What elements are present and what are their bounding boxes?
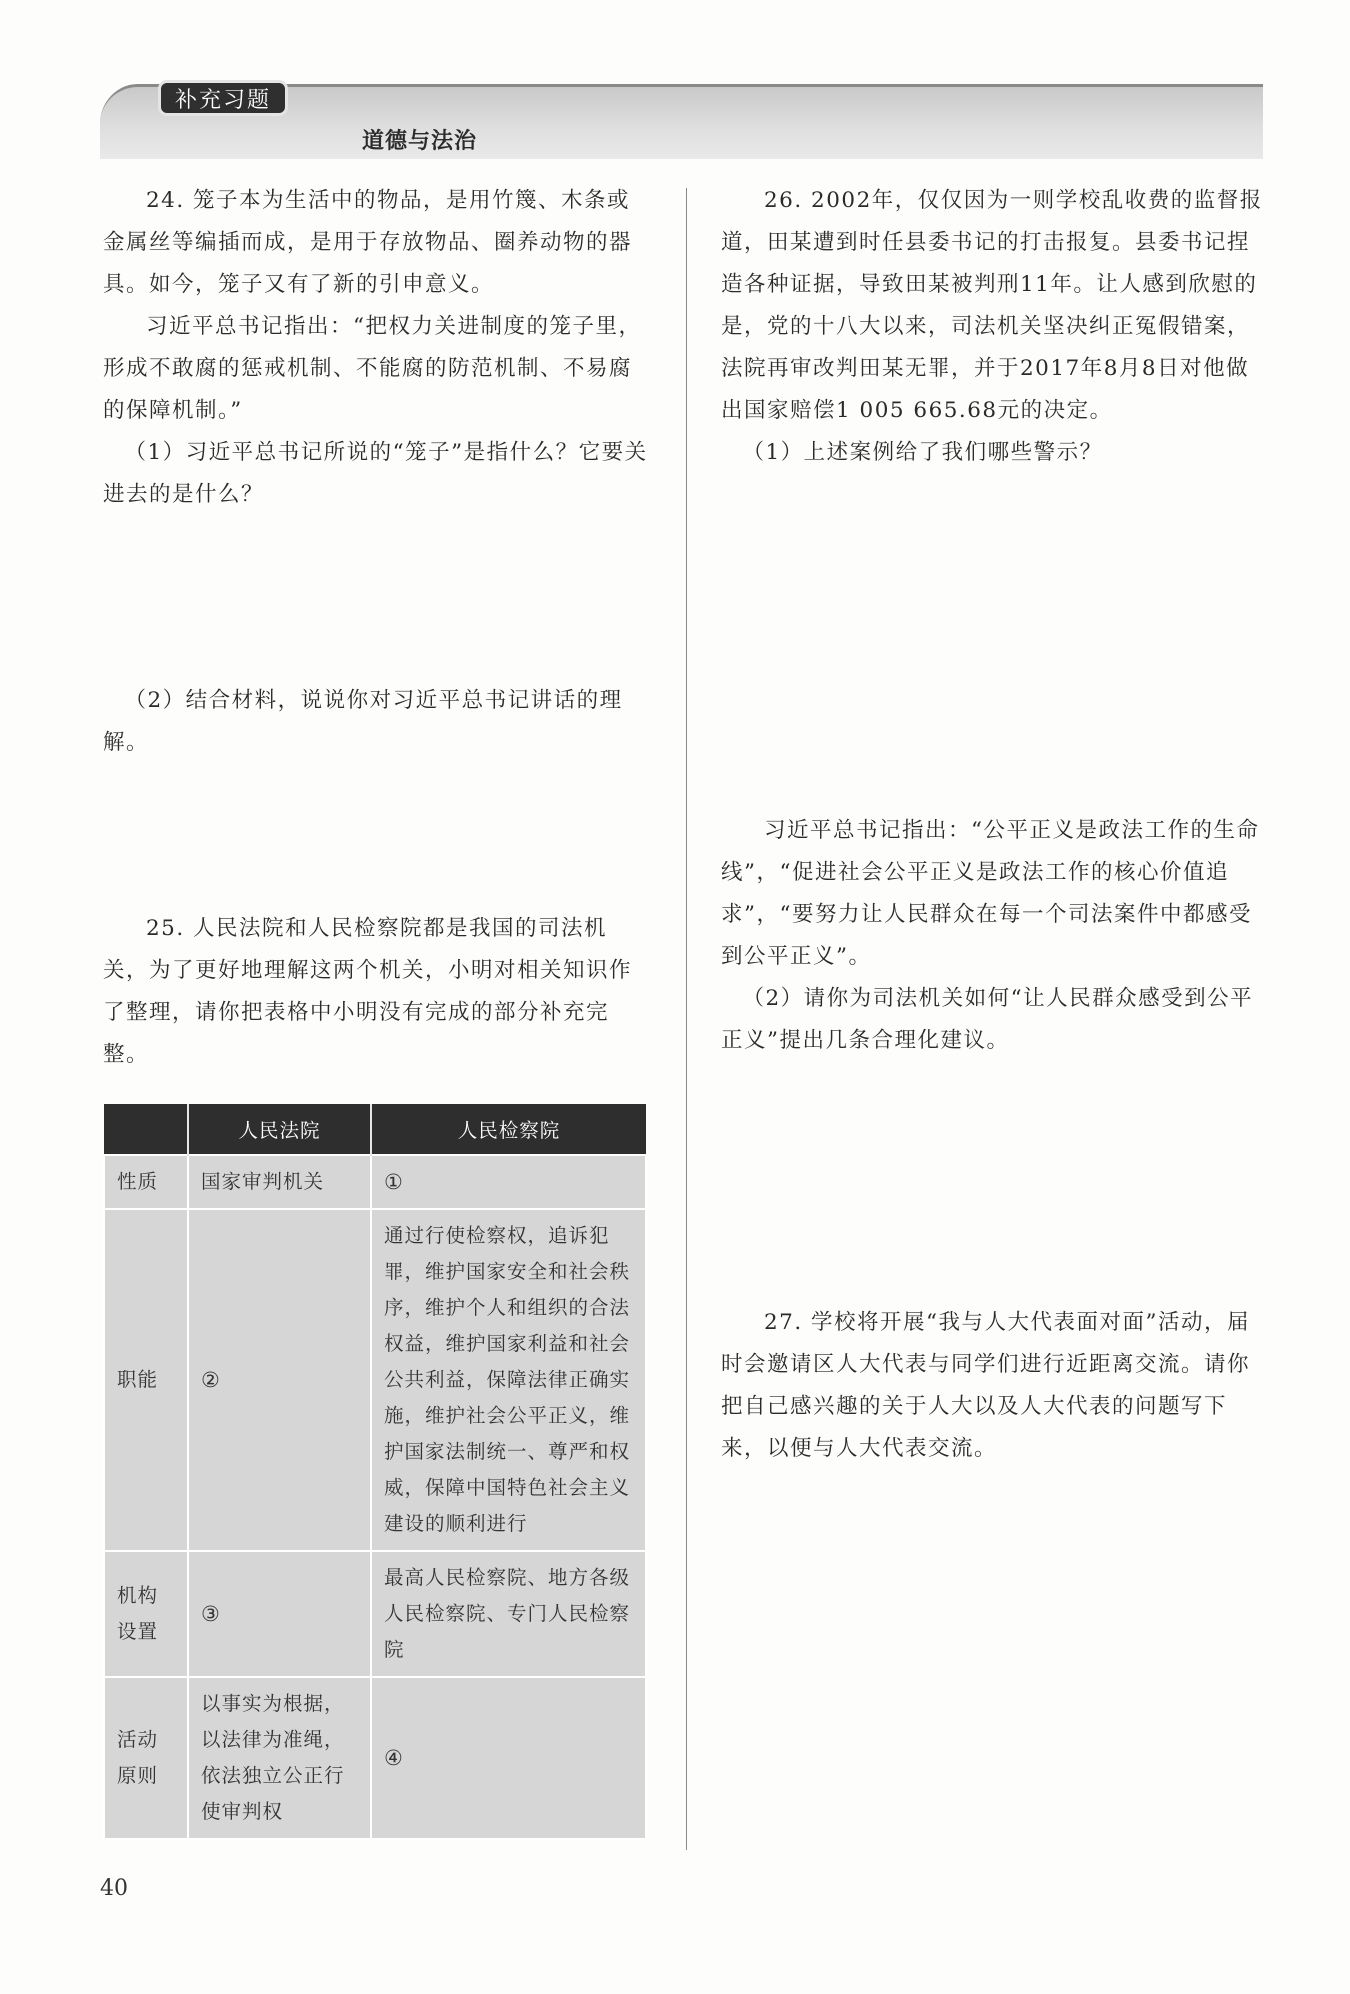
row-label: 性质 [104,1155,188,1209]
table-header-row [104,1104,646,1155]
q26-quote: 习近平总书记指出：“公平正义是政法工作的生命线”，“促进社会公平正义是政法工作的核心价值追求”，“要努力让人民群众在每一个司法案件中都感受到公平正义”。 [721,818,1260,969]
q24-material: 24. 笼子本为生活中的物品，是用竹篾、木条或金属丝等编插而成，是用于存放物品、圈养动物的器具。如今，笼子又有了新的引申意义。 [103,188,633,297]
procuratorate-cell: 通过行使检察权，追诉犯罪，维护国家安全和社会秩序，维护个人和组织的合法权益，维护国家利益和社会公共利益，保障法律正确实施，维护社会公平正义，维护国家法制统一、尊严和权威，保障中国特色社会主义建设的顺利进行 [371,1209,646,1551]
court-procuratorate-table [103,1104,647,1840]
q26-subquestion-1: （1）上述案例给了我们哪些警示？ [742,440,1103,465]
procuratorate-cell: ④ [371,1677,646,1839]
right-column [721,180,1266,1470]
q24-subquestion-2: （2）结合材料，说说你对习近平总书记讲话的理解。 [103,688,623,755]
q27-prompt: 27. 学校将开展“我与人大代表面对面”活动，届时会邀请区人大代表与同学们进行近距离交流。请你把自己感兴趣的关于人大以及人大代表的问题写下来，以便与人大代表交流。 [721,1310,1251,1461]
procuratorate-cell: 最高人民检察院、地方各级人民检察院、专门人民检察院 [371,1551,646,1677]
q25-intro: 25. 人民法院和人民检察院都是我国的司法机关，为了更好地理解这两个机关，小明对相关知识作了整理，请你把表格中小明没有完成的部分补充完整。 [103,916,633,1067]
table-row [104,1209,646,1551]
table-header-cell [104,1104,188,1155]
answer-space [721,1062,1266,1302]
q26-material: 26. 2002年，仅仅因为一则学校乱收费的监督报道，田某遭到时任县委书记的打击报复。县委书记捏造各种证据，导致田某被判刑11年。让人感到欣慰的是，党的十八大以来，司法机关坚决纠正冤假错案，法院再审改判田某无罪，并于2017年8月8日对他做出国家赔偿1 005 665.68元的决定。 [721,188,1263,423]
left-column [103,180,648,1076]
table-header-cell: 人民检察院 [371,1104,646,1155]
court-cell: ② [188,1209,371,1551]
answer-space [103,516,648,680]
table-header-cell: 人民法院 [188,1104,371,1155]
answer-space [721,474,1266,810]
q24-subquestion-1: （1）习近平总书记所说的“笼子”是指什么？它要关进去的是什么？ [103,440,648,507]
table-row [104,1551,646,1677]
page-number: 40 [100,1876,128,1901]
row-label: 机构设置 [104,1551,188,1677]
q26-subquestion-2: （2）请你为司法机关如何“让人民群众感受到公平正义”提出几条合理化建议。 [721,986,1254,1053]
procuratorate-cell: ① [371,1155,646,1209]
row-label: 活动原则 [104,1677,188,1839]
q24-quote: 习近平总书记指出：“把权力关进制度的笼子里，形成不敢腐的惩戒机制、不能腐的防范机制、不易腐的保障机制。” [103,314,642,423]
column-divider [686,188,687,1850]
court-cell: ③ [188,1551,371,1677]
subject-title: 道德与法治 [362,129,478,154]
section-tag: 补充习题 [158,80,288,116]
court-cell: 国家审判机关 [188,1155,371,1209]
court-cell: 以事实为根据，以法律为准绳，依法独立公正行使审判权 [188,1677,371,1839]
row-label: 职能 [104,1209,188,1551]
table-row [104,1677,646,1839]
answer-space [103,764,648,908]
table-row [104,1155,646,1209]
